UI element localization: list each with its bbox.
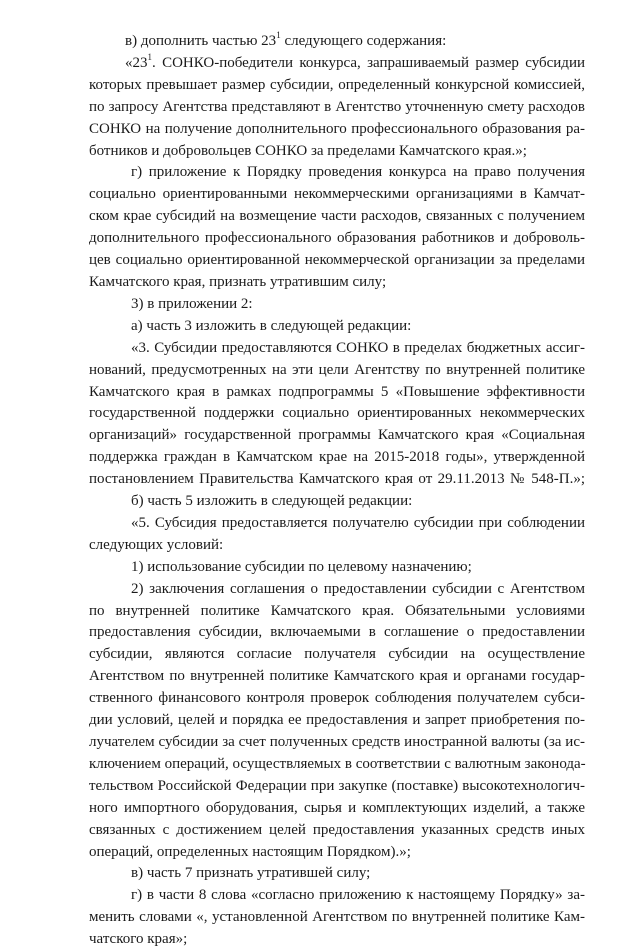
document-line: которых превышает размер субсидии, определенный конкурсной комиссией, (89, 76, 585, 93)
document-line: менить словами «, установленной Агентством по внутренней политике Кам- (89, 909, 585, 926)
document-line: ключением операций, осуществляемых в соответствии с валютным законода- (89, 755, 586, 772)
document-line: «3. Субсидии предоставляются СОНКО в пределах бюджетных ассиг- (131, 339, 585, 356)
superscript: 1 (276, 30, 281, 40)
document-line: лучателем субсидии за счет полученных средств иностранной валюты (за ис- (89, 734, 585, 750)
document-line: 1) использование субсидии по целевому назначению; (131, 558, 472, 575)
document-line: в) часть 7 признать утратившей силу; (131, 865, 371, 882)
document-line: по внутренней политике Камчатского края. Обязательными условиями (89, 602, 585, 619)
document-line: в) дополнить частью $23^1$ следующего содержания: (125, 30, 447, 49)
document-line: поддержка граждан в Камчатском крае на 2015-2018 годы», утвержденной (89, 449, 585, 466)
document-line: «5. Субсидия предоставляется получателю субсидии при соблюдении (131, 514, 585, 531)
document-line: «$23^1$. СОНКО-победители конкурса, запрашиваемый размер субсидии (125, 51, 585, 71)
document-line: постановлением Правительства Камчатского края от 29.11.2013 № 548-П.»; (89, 471, 585, 488)
document-line: г) приложение к Порядку проведения конкурса на право получения (131, 164, 585, 181)
document-line: СОНКО на получение дополнительного профессионального образования ра- (89, 120, 585, 137)
document-line: следующих условий: (89, 536, 224, 553)
document-line: субсидии, являются согласие получателя субсидии на осуществление (89, 646, 585, 663)
superscript: 1 (147, 51, 152, 62)
document-line: социально ориентированными некоммерческими организациями в Камчат- (89, 186, 585, 203)
document-line: б) часть 5 изложить в следующей редакции: (131, 493, 413, 510)
document-line: ственного финансового контроля проверок соблюдения получателем субси- (89, 690, 585, 707)
document-line: операций, определенных настоящим Порядком).»; (89, 843, 411, 860)
document-line: связанных с достижением целей предоставления указанных средств иных (89, 821, 585, 838)
document-line: а) часть 3 изложить в следующей редакции: (131, 317, 412, 334)
document-line: по запросу Агентства представляют в Агентство уточненную смету расходов (89, 98, 585, 115)
document-line: дии условий, целей и порядка ее предоставления и запрет приобретения по- (89, 712, 585, 729)
document-line: ботников и добровольцев СОНКО за пределами Камчатского края.»; (89, 142, 527, 159)
document-line: чатского края»; (89, 931, 188, 948)
document-line: Агентством по внутренней политике Камчатского края и органами государ- (89, 668, 585, 685)
document-line: цев социально ориентированной некоммерческой организации за пределами (89, 252, 585, 269)
document-line: нований, предусмотренных на эти цели Агентству по внутренней политике (89, 361, 585, 378)
document-line: г) в части 8 слова «согласно приложению к настоящему Порядку» за- (131, 887, 585, 904)
document-body (89, 31, 585, 951)
document-line: ском крае субсидий на возмещение части расходов, связанных с получением (89, 208, 585, 225)
document-line: дополнительного профессионального образования работников и доброволь- (89, 230, 585, 247)
document-line: предоставления субсидии, включаемыми в соглашение о предоставлении (89, 624, 585, 641)
document-line: ного импортного оборудования, сырья и комплектующих изделий, а также (89, 799, 585, 816)
document-line: организаций» государственной программы Камчатского края «Социальная (89, 427, 585, 444)
document-line: Камчатского края, признать утратившим силу; (89, 273, 387, 290)
document-line: Камчатского края в рамках подпрограммы 5 «Повышение эффективности (89, 383, 585, 400)
document-line: 2) заключения соглашения о предоставлении субсидии с Агентством (131, 580, 585, 597)
document-line: тельством Российской Федерации при закупке (поставке) высокотехнологич- (89, 777, 585, 794)
document-line: 3) в приложении 2: (131, 295, 253, 312)
document-line: государственной поддержки социально ориентированных некоммерческих (89, 405, 585, 422)
